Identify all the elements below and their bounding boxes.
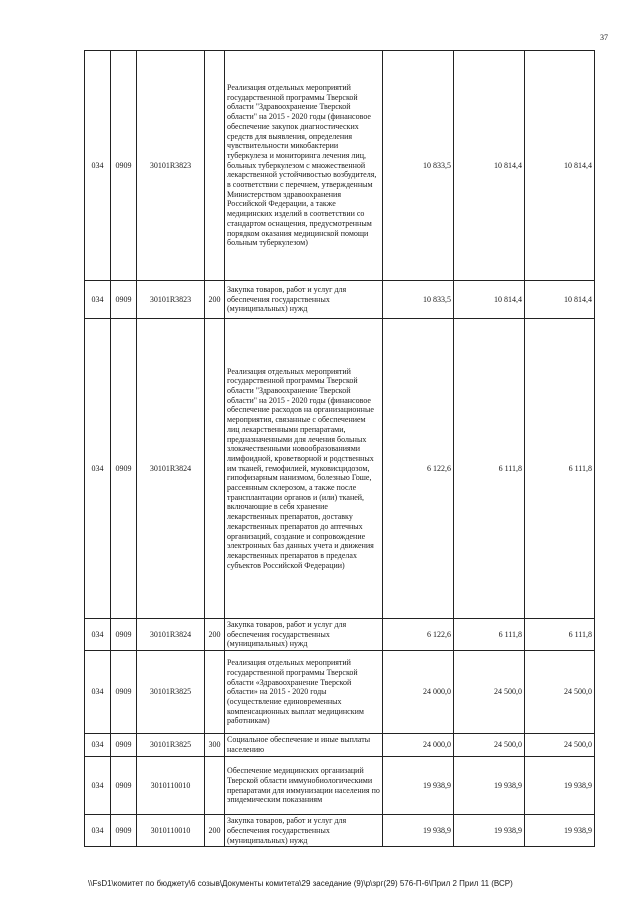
cell-expense-type: [205, 319, 225, 619]
cell-admin-code: 034: [85, 281, 111, 319]
page-number: 37: [600, 33, 608, 42]
cell-description: Обеспечение медицинских организаций Тверской области иммунобиологическими препаратами для иммунизации населения по эпидемическим показаниям: [225, 757, 383, 815]
cell-target-code: 3010110010: [137, 815, 205, 847]
cell-sum-2: 6 111,8: [454, 619, 525, 651]
cell-admin-code: 034: [85, 815, 111, 847]
cell-sum-1: 24 000,0: [383, 651, 454, 734]
cell-sum-3: 24 500,0: [525, 734, 595, 757]
cell-target-code: 30101R3825: [137, 651, 205, 734]
cell-sum-3: 6 111,8: [525, 319, 595, 619]
cell-admin-code: 034: [85, 757, 111, 815]
cell-admin-code: 034: [85, 619, 111, 651]
cell-expense-type: [205, 651, 225, 734]
cell-sum-3: 6 111,8: [525, 619, 595, 651]
cell-admin-code: 034: [85, 734, 111, 757]
cell-sum-1: 6 122,6: [383, 619, 454, 651]
cell-section-code: 0909: [111, 319, 137, 619]
cell-expense-type: 300: [205, 734, 225, 757]
cell-sum-2: 24 500,0: [454, 734, 525, 757]
cell-description: Реализация отдельных мероприятий государственной программы Тверской области "Здравоохранение Тверской области" на 2015 - 2020 годы (финансовое обеспечение расходов на организационные мероприятия, связанные с обеспечением лиц лекарственными препаратами, предназначенными для лечения больных злокачественными новообразованиями лимфоидной, кроветворной и родственных им тканей, гемофилией, муковисцидозом, гипофизарным нанизмом, болезнью Гоше, рассеянным склерозом, а также после трансплантации органов и (или) тканей, включающие в себя хранение лекарственных препаратов, доставку лекарственных препаратов до аптечных организаций, создание и сопровождение электронных баз данных учета и движения лекарственных препаратов в пределах субъектов Российской Федерации): [225, 319, 383, 619]
cell-sum-2: 10 814,4: [454, 51, 525, 281]
cell-target-code: 30101R3824: [137, 319, 205, 619]
budget-table: [84, 50, 595, 847]
cell-section-code: 0909: [111, 619, 137, 651]
cell-target-code: 30101R3824: [137, 619, 205, 651]
table-row: [85, 51, 595, 281]
table-row: [85, 815, 595, 847]
cell-sum-3: 19 938,9: [525, 815, 595, 847]
cell-expense-type: [205, 51, 225, 281]
cell-sum-2: 19 938,9: [454, 815, 525, 847]
cell-target-code: 30101R3823: [137, 281, 205, 319]
cell-expense-type: 200: [205, 619, 225, 651]
cell-section-code: 0909: [111, 815, 137, 847]
cell-section-code: 0909: [111, 281, 137, 319]
cell-admin-code: 034: [85, 651, 111, 734]
cell-sum-2: 19 938,9: [454, 757, 525, 815]
cell-description: Закупка товаров, работ и услуг для обеспечения государственных (муниципальных) нужд: [225, 281, 383, 319]
cell-sum-1: 10 833,5: [383, 281, 454, 319]
cell-section-code: 0909: [111, 651, 137, 734]
cell-sum-1: 19 938,9: [383, 815, 454, 847]
table-row: [85, 734, 595, 757]
cell-sum-2: 6 111,8: [454, 319, 525, 619]
cell-admin-code: 034: [85, 51, 111, 281]
cell-sum-1: 6 122,6: [383, 319, 454, 619]
cell-target-code: 3010110010: [137, 757, 205, 815]
table-row: [85, 281, 595, 319]
cell-section-code: 0909: [111, 734, 137, 757]
table-row: [85, 651, 595, 734]
cell-sum-1: 24 000,0: [383, 734, 454, 757]
cell-sum-3: 19 938,9: [525, 757, 595, 815]
cell-expense-type: [205, 757, 225, 815]
cell-sum-1: 19 938,9: [383, 757, 454, 815]
cell-description: Реализация отдельных мероприятий государственной программы Тверской области «Здравоохранение Тверской области» на 2015 - 2020 годы (осуществление единовременных компенсационных выплат медицинским работникам): [225, 651, 383, 734]
cell-admin-code: 034: [85, 319, 111, 619]
cell-sum-1: 10 833,5: [383, 51, 454, 281]
cell-description: Социальное обеспечение и иные выплаты населению: [225, 734, 383, 757]
cell-sum-2: 10 814,4: [454, 281, 525, 319]
cell-section-code: 0909: [111, 757, 137, 815]
cell-description: Закупка товаров, работ и услуг для обеспечения государственных (муниципальных) нужд: [225, 619, 383, 651]
cell-expense-type: 200: [205, 281, 225, 319]
table-row: [85, 757, 595, 815]
cell-target-code: 30101R3825: [137, 734, 205, 757]
table-body: [85, 51, 595, 847]
cell-sum-2: 24 500,0: [454, 651, 525, 734]
document-file-path: \\FsD1\комитет по бюджету\6 созыв\Документы комитета\29 заседание (9)\р\зрг(29) 576-П-6\Прил 2 Прил 11 (ВСР): [88, 879, 513, 888]
table-row: [85, 319, 595, 619]
cell-sum-3: 10 814,4: [525, 281, 595, 319]
cell-description: Закупка товаров, работ и услуг для обеспечения государственных (муниципальных) нужд: [225, 815, 383, 847]
cell-sum-3: 24 500,0: [525, 651, 595, 734]
table-row: [85, 619, 595, 651]
cell-section-code: 0909: [111, 51, 137, 281]
cell-sum-3: 10 814,4: [525, 51, 595, 281]
cell-description: Реализация отдельных мероприятий государственной программы Тверской области "Здравоохранение Тверской области" на 2015 - 2020 годы (финансовое обеспечение закупок диагностических средств для выявления, определения чувствительности микобактерии туберкулеза и мониторинга лечения лиц, больных туберкулезом с множественной лекарственной устойчивостью возбудителя, в соответствии с перечнем, утвержденным Министерством здравоохранения Российской Федерации, а также медицинских изделий в соответствии со стандартом оснащения, предусмотренным порядком оказания медицинской помощи больным туберкулезом): [225, 51, 383, 281]
cell-target-code: 30101R3823: [137, 51, 205, 281]
cell-expense-type: 200: [205, 815, 225, 847]
